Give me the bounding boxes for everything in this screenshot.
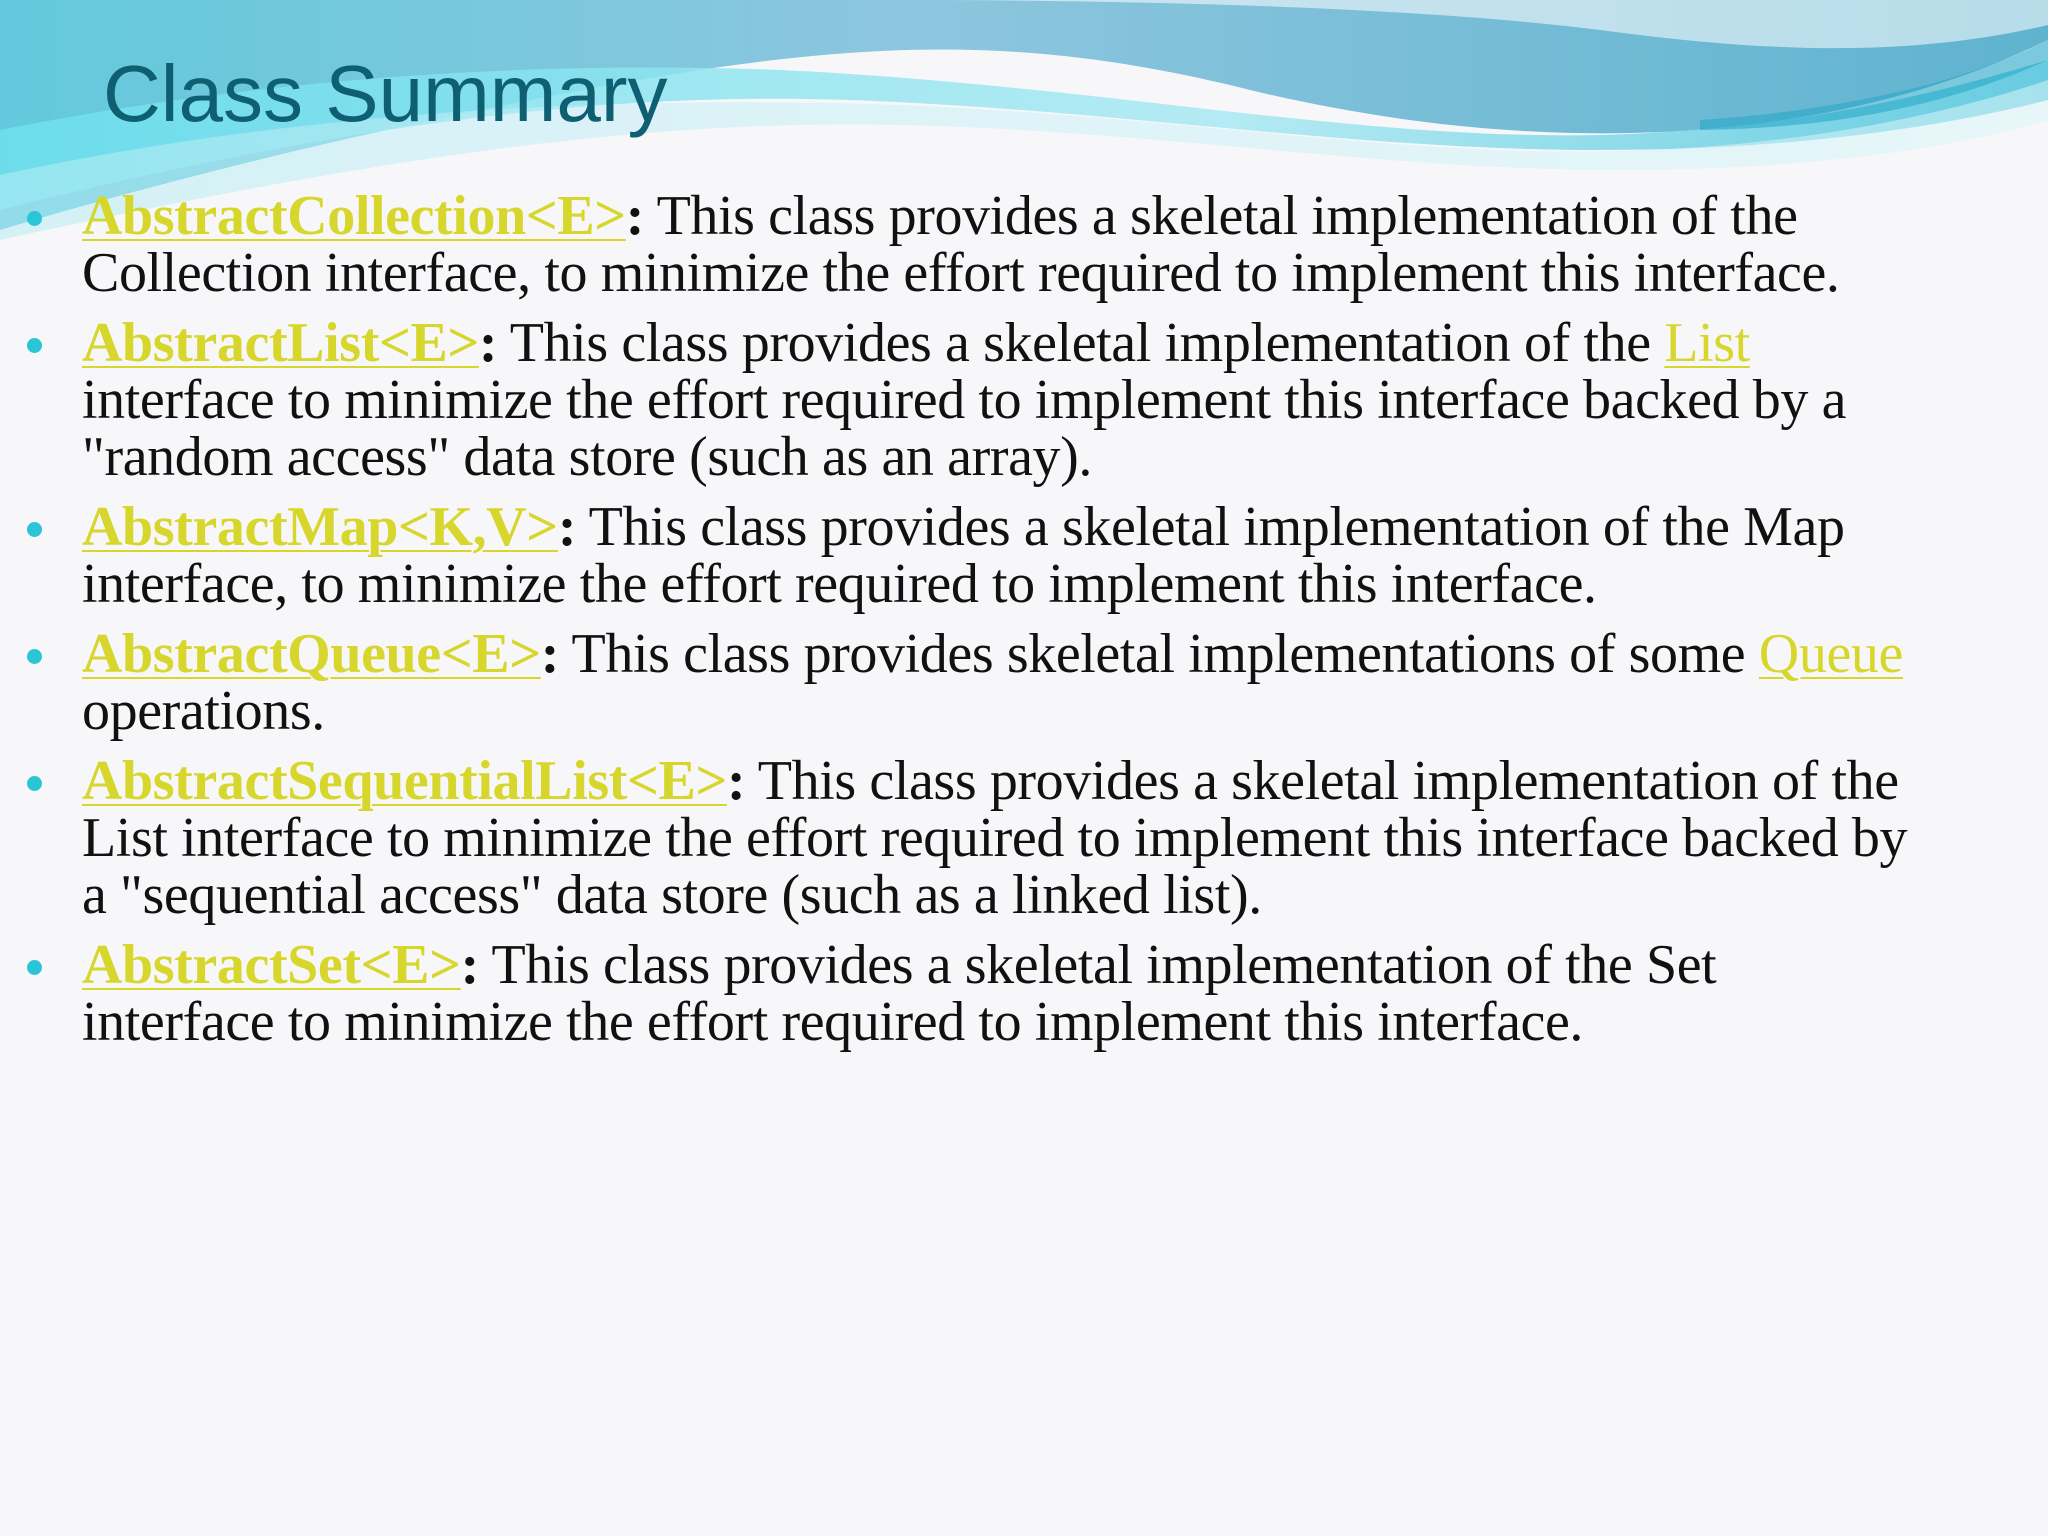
separator: : [540, 623, 559, 685]
separator: : [478, 312, 498, 374]
separator: : [625, 185, 645, 247]
class-description-tail: interface to minimize the effort required to implement this interface backed by a "random access" data store (such as an array). [82, 369, 1847, 488]
class-link-abstract-sequential-list[interactable]: AbstractSequentialList<E> [82, 750, 727, 812]
list-item [82, 934, 1922, 1053]
class-description: This class provides a skeletal implementation of the Map interface, to minimize the effort required to implement this interface. [82, 496, 1845, 615]
separator: : [460, 934, 479, 996]
class-description: This class provides skeletal implementations of some [558, 623, 1759, 685]
class-description: This class provides a skeletal implementation of the [497, 312, 1665, 374]
list-item [82, 185, 1922, 304]
class-description: This class provides a skeletal implementation of the Collection interface, to minimize the effort required to implement this interface. [82, 185, 1840, 304]
class-link-abstract-set[interactable]: AbstractSet<E> [82, 934, 461, 996]
list-item [82, 750, 1922, 926]
bullet-dot-icon [27, 776, 42, 791]
list-item [82, 312, 1922, 488]
class-description-tail: operations. [82, 680, 325, 742]
class-link-abstract-map[interactable]: AbstractMap<K,V> [82, 496, 558, 558]
bullet-dot-icon [27, 522, 42, 537]
class-description: This class provides a skeletal implementation of the List interface to minimize the effort required to implement this interface backed by a "sequential access" data store (such as a linked list). [82, 750, 1908, 926]
list-item [82, 496, 1922, 615]
bullet-dot-icon [27, 211, 42, 226]
slide-title: Class Summary [103, 49, 668, 138]
class-link-abstract-collection[interactable]: AbstractCollection<E> [82, 185, 626, 247]
separator: : [557, 496, 577, 558]
bullet-dot-icon [27, 649, 42, 664]
bullet-dot-icon [27, 960, 42, 975]
inline-link-list[interactable]: List [1664, 312, 1750, 374]
class-link-abstract-list[interactable]: AbstractList<E> [82, 312, 479, 374]
inline-link-queue[interactable]: Queue [1758, 623, 1903, 685]
bullet-dot-icon [27, 338, 42, 353]
class-summary-list [82, 185, 1922, 1064]
class-link-abstract-queue[interactable]: AbstractQueue<E> [82, 623, 541, 685]
class-description: This class provides a skeletal implementation of the Set interface to minimize the effort required to implement this interface. [82, 934, 1717, 1053]
list-item [82, 623, 1922, 742]
separator: : [726, 750, 746, 812]
